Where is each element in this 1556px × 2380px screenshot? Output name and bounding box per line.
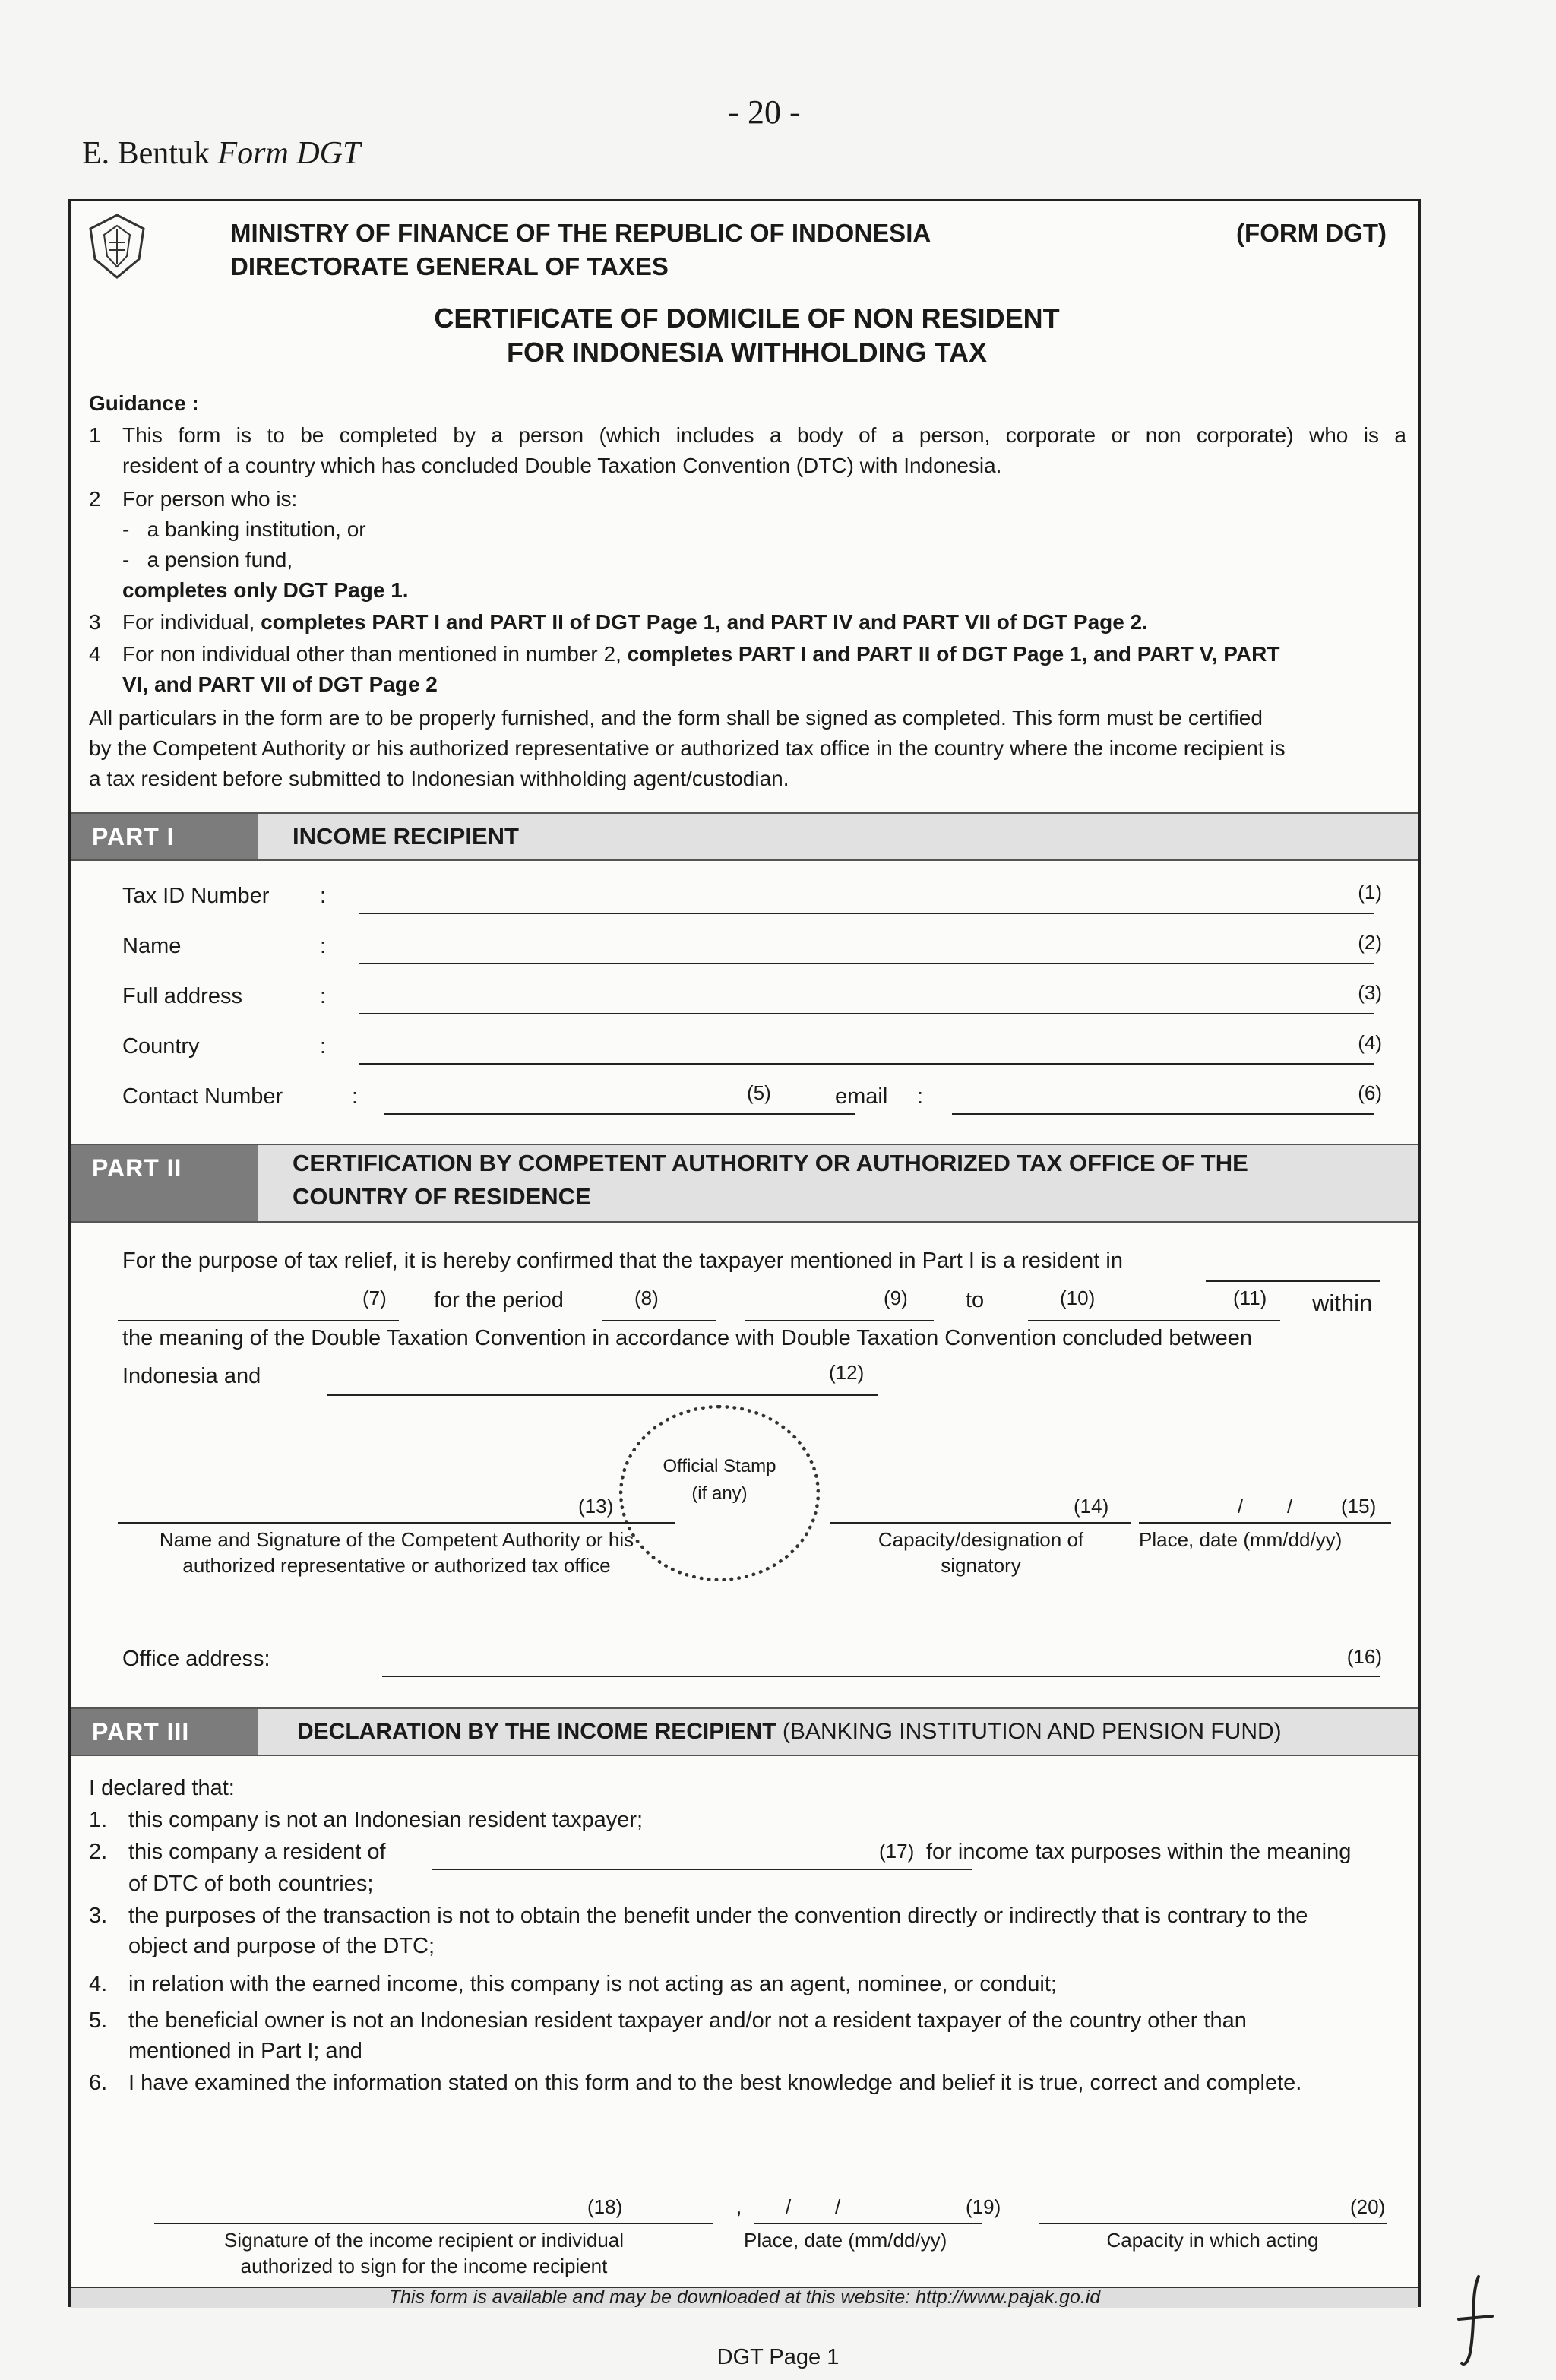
field-label-name: Name xyxy=(122,934,182,958)
income-recipient-signature[interactable] xyxy=(154,2223,694,2224)
part2-title-line2: COUNTRY OF RESIDENCE xyxy=(293,1183,591,1210)
field-num-5: (5) xyxy=(747,1081,771,1104)
guidance-num-1: 1 xyxy=(89,423,101,447)
place-date-label: Place, date (mm/dd/yy) xyxy=(1139,1528,1343,1551)
field-colon: : xyxy=(320,984,327,1008)
part2-purpose-text: For the purpose of tax relief, it is hereby confirmed that the taxpayer mentioned in Part I is a resident in xyxy=(122,1249,1123,1273)
date-slashes: / / xyxy=(1238,1495,1293,1518)
field-label-email: email xyxy=(835,1084,888,1109)
declaration-num-2: 2. xyxy=(89,1840,108,1864)
indonesia-and-label: Indonesia and xyxy=(122,1364,261,1388)
within-label: within xyxy=(1312,1290,1373,1316)
field-num-19: (19) xyxy=(966,2195,1001,2218)
declaration-item-4: in relation with the earned income, this company is not acting as an agent, nominee, or conduit; xyxy=(128,1972,1057,1996)
part2-tag: PART II xyxy=(71,1145,258,1221)
recipient-sig-label-line1: Signature of the income recipient or individual xyxy=(223,2229,625,2252)
guidance-item1-line1: This form is to be completed by a person (which includes a body of a person, corporate or non corporate) who is a xyxy=(122,423,1406,447)
field-num-14: (14) xyxy=(1074,1495,1109,1518)
guidance-num-2: 2 xyxy=(89,487,101,511)
form-title-line2: FOR INDONESIA WITHHOLDING TAX xyxy=(507,337,987,368)
office-address-input[interactable] xyxy=(382,1676,1380,1677)
declaration-item-3-line2: object and purpose of the DTC; xyxy=(128,1934,435,1958)
field-num-11: (11) xyxy=(1233,1287,1267,1309)
section-heading-italic: Form DGT xyxy=(217,136,361,171)
field-num-3: (3) xyxy=(1358,981,1382,1004)
declaration-item-5-line2: mentioned in Part I; and xyxy=(128,2039,362,2063)
field-num-12: (12) xyxy=(829,1361,865,1384)
field-colon: : xyxy=(320,1034,327,1059)
capacity-designation-input[interactable] xyxy=(830,1522,1131,1524)
form-code: (FORM DGT) xyxy=(1236,219,1387,247)
tax-id-input[interactable] xyxy=(359,913,1374,914)
declaration-item-2: this company a resident of xyxy=(128,1840,386,1864)
part3-title: DECLARATION BY THE INCOME RECIPIENT (BANKING INSTITUTION AND PENSION FUND) xyxy=(297,1719,1282,1744)
date-19-input[interactable] xyxy=(754,2223,982,2224)
field-colon: : xyxy=(917,1084,924,1109)
field-num-9: (9) xyxy=(884,1287,908,1309)
page-number: - 20 - xyxy=(728,93,801,131)
period-9-input[interactable] xyxy=(745,1320,934,1321)
field-num-7: (7) xyxy=(362,1287,387,1309)
field-num-16: (16) xyxy=(1346,1645,1382,1668)
form-dgt xyxy=(68,199,1421,2307)
field-num-4: (4) xyxy=(1358,1031,1382,1054)
declaration-item-2-line2: of DTC of both countries; xyxy=(128,1872,374,1896)
place-19-input[interactable] xyxy=(663,2223,713,2224)
full-address-input[interactable] xyxy=(359,1013,1374,1014)
for-period-label: for the period xyxy=(434,1288,564,1312)
treaty-partner-input[interactable] xyxy=(327,1394,878,1396)
footer-note-bar xyxy=(71,2287,1418,2308)
declaration-num-3: 3. xyxy=(89,1904,108,1928)
field-label-country: Country xyxy=(122,1034,200,1059)
field-num-8: (8) xyxy=(634,1287,659,1309)
capacity-label-line1: Capacity/designation of xyxy=(878,1528,1084,1551)
recipient-place-date-label: Place, date (mm/dd/yy) xyxy=(744,2229,947,2252)
section-heading: E. Bentuk Form DGT xyxy=(82,136,361,171)
declaration-item-6: I have examined the information stated on this form and to the best knowledge and belief it is true, correct and complete. xyxy=(128,2071,1302,2095)
competent-authority-signature[interactable] xyxy=(118,1522,675,1524)
resident-country-input[interactable] xyxy=(1206,1280,1380,1282)
guidance-item2-completes: completes only DGT Page 1. xyxy=(122,578,409,602)
official-stamp-text: Official Stamp (if any) xyxy=(663,1456,776,1504)
recipient-sig-label-line2: authorized to sign for the income recipient xyxy=(240,2255,608,2277)
handwritten-initial-mark xyxy=(1448,2272,1501,2371)
guidance-item1-line2: resident of a country which has concluded Double Taxation Convention (DTC) with Indonesia. xyxy=(122,454,1002,477)
garuda-emblem-icon xyxy=(86,212,148,280)
declaration-item-5: the beneficial owner is not an Indonesian resident taxpayer and/or not a resident taxpayer of the country other than xyxy=(128,2008,1247,2033)
period-11-input[interactable] xyxy=(1139,1320,1280,1321)
field-num-20: (20) xyxy=(1350,2195,1386,2218)
period-10-input[interactable] xyxy=(1028,1320,1142,1321)
field-num-2: (2) xyxy=(1358,931,1382,954)
guidance-particulars-1: All particulars in the form are to be properly furnished, and the form shall be signed as completed. This form must be certified xyxy=(89,706,1263,730)
capacity-acting-input[interactable] xyxy=(1039,2223,1387,2224)
office-address-label: Office address: xyxy=(122,1647,270,1671)
guidance-heading: Guidance : xyxy=(89,391,199,415)
part2-title-line1: CERTIFICATION BY COMPETENT AUTHORITY OR AUTHORIZED TAX OFFICE OF THE xyxy=(293,1150,1248,1176)
period-8-input[interactable] xyxy=(602,1320,716,1321)
declaration-num-6: 6. xyxy=(89,2071,108,2095)
contact-number-input[interactable] xyxy=(384,1113,855,1115)
resident-of-17-input[interactable] xyxy=(432,1869,972,1870)
capacity-label-line2: signatory xyxy=(941,1554,1021,1577)
guidance-item2-intro: For person who is: xyxy=(122,487,298,511)
field-num-17: (17) xyxy=(879,1840,915,1863)
guidance-num-3: 3 xyxy=(89,610,101,634)
field-num-15: (15) xyxy=(1341,1495,1377,1518)
part1-tag: PART I xyxy=(71,814,258,859)
guidance-item3: For individual, completes PART I and PART II of DGT Page 1, and PART IV and PART VII of DGT Page 2. xyxy=(122,610,1148,634)
guidance-particulars-3: a tax resident before submitted to Indonesian withholding agent/custodian. xyxy=(89,767,789,790)
place-date-15-input[interactable] xyxy=(1139,1522,1391,1524)
footer-note: This form is available and may be downloaded at this website: http://www.pajak.go.id xyxy=(388,2287,1101,2308)
field-label-contact: Contact Number xyxy=(122,1084,283,1109)
signature-label-line2: authorized representative or authorized tax office xyxy=(182,1554,611,1577)
part2-meaning-text: the meaning of the Double Taxation Convention in accordance with Double Taxation Convention concluded between xyxy=(122,1326,1252,1350)
guidance-item2-a: - a banking institution, or xyxy=(122,517,366,541)
field-colon: : xyxy=(320,884,327,908)
guidance-item4-line1: For non individual other than mentioned in number 2, completes PART I and PART II of DGT Page 1, and PART V, PART xyxy=(122,642,1280,666)
declaration-num-5: 5. xyxy=(89,2008,108,2033)
name-input[interactable] xyxy=(359,963,1374,964)
declaration-item-3: the purposes of the transaction is not to obtain the benefit under the convention directly or indirectly that is contrary to the xyxy=(128,1904,1308,1928)
ministry-name: MINISTRY OF FINANCE OF THE REPUBLIC OF INDONESIA xyxy=(230,219,931,247)
capacity-acting-label: Capacity in which acting xyxy=(1106,2229,1319,2252)
field-colon: : xyxy=(352,1084,359,1109)
field-num-6: (6) xyxy=(1358,1081,1382,1104)
guidance-item4-line2: VI, and PART VII of DGT Page 2 xyxy=(122,673,438,696)
guidance-particulars-2: by the Competent Authority or his authorized representative or authorized tax office in the country where the income recipient is xyxy=(89,736,1286,760)
field-num-13: (13) xyxy=(578,1495,614,1518)
declaration-num-4: 4. xyxy=(89,1972,108,1996)
email-input[interactable] xyxy=(952,1113,1374,1115)
part1-bar xyxy=(71,812,1418,861)
field-label-address: Full address xyxy=(122,984,242,1008)
part1-title: INCOME RECIPIENT xyxy=(293,823,519,850)
to-label: to xyxy=(966,1288,985,1312)
signature-label-line1: Name and Signature of the Competent Authority or his xyxy=(159,1528,634,1551)
country-input[interactable] xyxy=(359,1063,1374,1065)
field-num-1: (1) xyxy=(1358,881,1382,904)
part2-bar xyxy=(71,1144,1418,1223)
field-num-10: (10) xyxy=(1060,1287,1096,1309)
form-title-line1: CERTIFICATE OF DOMICILE OF NON RESIDENT xyxy=(434,302,1060,334)
part3-bar xyxy=(71,1707,1418,1756)
directorate-name: DIRECTORATE GENERAL OF TAXES xyxy=(230,252,669,280)
date-separators: , / / xyxy=(736,2195,841,2218)
country-7-input[interactable] xyxy=(118,1320,399,1321)
field-label-tax-id: Tax ID Number xyxy=(122,884,270,908)
field-colon: : xyxy=(320,934,327,958)
declaration-item-2-tail: for income tax purposes within the meaning xyxy=(926,1840,1352,1864)
declaration-item-1: this company is not an Indonesian resident taxpayer; xyxy=(128,1808,644,1832)
guidance-num-4: 4 xyxy=(89,642,101,666)
declared-that-label: I declared that: xyxy=(89,1776,235,1800)
guidance-item2-b: - a pension fund, xyxy=(122,548,293,571)
page-footer: DGT Page 1 xyxy=(716,2345,840,2369)
part3-tag: PART III xyxy=(71,1709,258,1755)
declaration-num-1: 1. xyxy=(89,1808,108,1832)
field-num-18: (18) xyxy=(587,2195,623,2218)
